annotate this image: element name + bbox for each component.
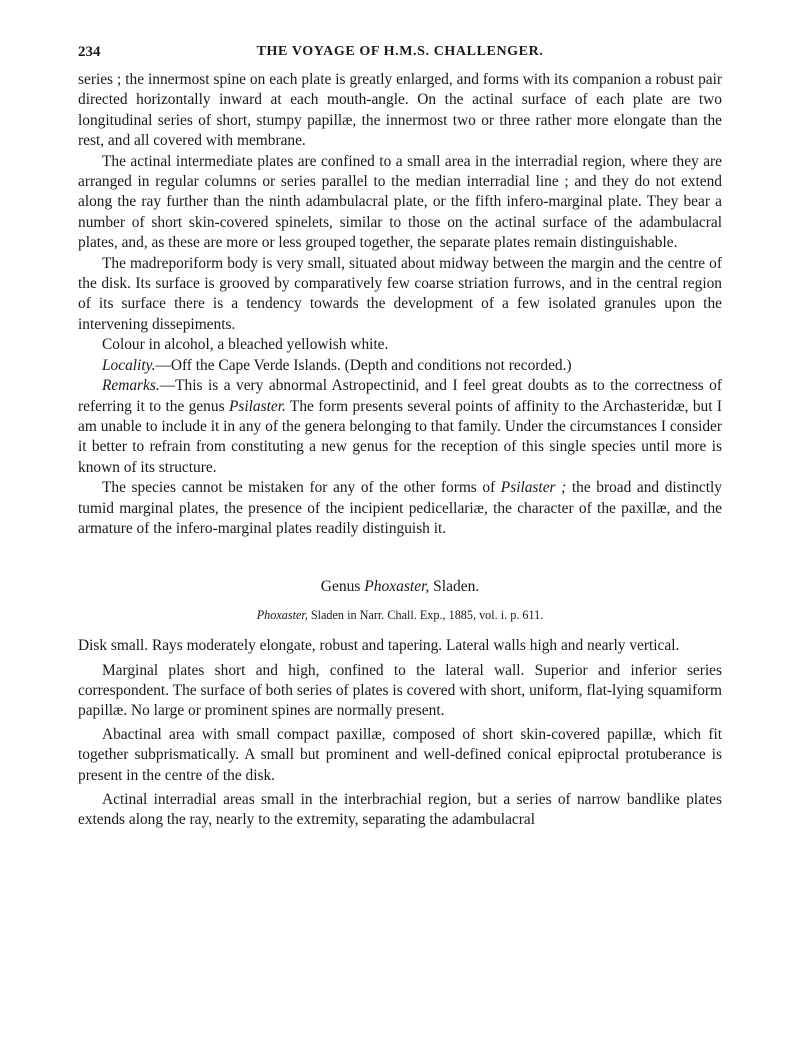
page-number: 234 (78, 44, 101, 60)
paragraph-locality (78, 356, 722, 376)
paragraph-diagnosis (78, 478, 722, 539)
paragraph-madreporiform: The madreporiform body is very small, situated about midway between the margin and the centre of the disk. Its surface is grooved by comparatively few coarse striation furrows, and in the central region of its surface there is a tendency towards the development of a few isolated granules upon the intervening dissepiments. (78, 254, 722, 333)
diagnosis-text-b: the broad and distinctly tumid marginal plates, the presence of the incipient pedicellariæ, the character of the paxillæ, and the armature of the infero-marginal plates readily distinguish it. (78, 479, 722, 537)
paragraph-marginal-plates: Marginal plates short and high, confined to the lateral wall. Superior and inferior series correspondent. The surface of both series of plates is covered with short, uniform, flat-lying squamiform papillæ. No large or prominent spines are normally present. (78, 661, 722, 719)
genus-author: Sladen. (429, 578, 480, 596)
paragraph-remarks (78, 376, 722, 478)
paragraph-actinal-plates: The actinal intermediate plates are confined to a small area in the interradial region, where they are arranged in regular columns or series parallel to the median interradial line ; and they do not extend along the ray further than the ninth adambulacral plate, or the fifth infero-marginal plate. They bear a number of short skin-covered spinelets, similar to those on the actinal surface of the adambulacral plates, and, as these are more or less grouped together, the separate plates remain distinguishable. (78, 152, 722, 252)
genus-reference (78, 607, 722, 623)
document-page (78, 44, 722, 834)
paragraph-colour: Colour in alcohol, a bleached yellowish white. (102, 336, 389, 354)
running-title: THE VOYAGE OF H.M.S. CHALLENGER. (256, 44, 544, 59)
locality-text: —Off the Cape Verde Islands. (Depth and conditions not recorded.) (155, 356, 572, 374)
remarks-label: Remarks. (102, 377, 160, 395)
genus-reference-name: Phoxaster, (256, 608, 308, 623)
page-header (78, 44, 722, 70)
genus-reference-text: Sladen in Narr. Chall. Exp., 1885, vol. i. p. 611. (307, 608, 544, 623)
genus-heading (78, 577, 722, 597)
genus-prefix: Genus (320, 578, 365, 596)
section-spacer (78, 539, 722, 577)
genus-description (78, 636, 722, 830)
paragraph-abactinal-area: Abactinal area with small compact paxillæ, composed of short skin-covered papillæ, which fit together subprismatically. A small but prominent and well-defined conical epiproctal protuberance is present in the centre of the disk. (78, 726, 722, 784)
paragraph-spines: series ; the innermost spine on each plate is greatly enlarged, and forms with its companion a robust pair directed horizontally inward at each mouth-angle. On the actinal surface of each plate are two longitudinal series of short, stumpy papillæ, the innermost two or three rather more elongate than the rest, and all covered with membrane. (78, 71, 722, 150)
locality-label: Locality. (102, 356, 156, 374)
paragraph-disk: Disk small. Rays moderately elongate, robust and tapering. Lateral walls high and nearly vertical. (78, 637, 680, 655)
diagnosis-text-a: The species cannot be mistaken for any of the other forms of (102, 479, 501, 497)
remarks-text-b: The form presents several points of affinity to the Archasteridæ, but I am unable to include it in any of the genera belonging to that family. Under the circumstances I consider it better to refrain from constituting a new genus for the reception of this single species until more is known of its structure. (78, 397, 722, 476)
paragraph-actinal-interradial: Actinal interradial areas small in the interbrachial region, but a series of narrow bandlike plates extends along the ray, nearly to the extremity, separating the adambulacral (78, 790, 722, 828)
diagnosis-genus: Psilaster ; (500, 479, 567, 497)
genus-name: Phoxaster, (364, 578, 430, 596)
remarks-genus: Psilaster. (228, 397, 286, 415)
species-description (78, 70, 722, 539)
remarks-text-a: —This is a very abnormal Astropectinid, and I feel great doubts as to the correctness of referring it to the genus (78, 377, 722, 415)
